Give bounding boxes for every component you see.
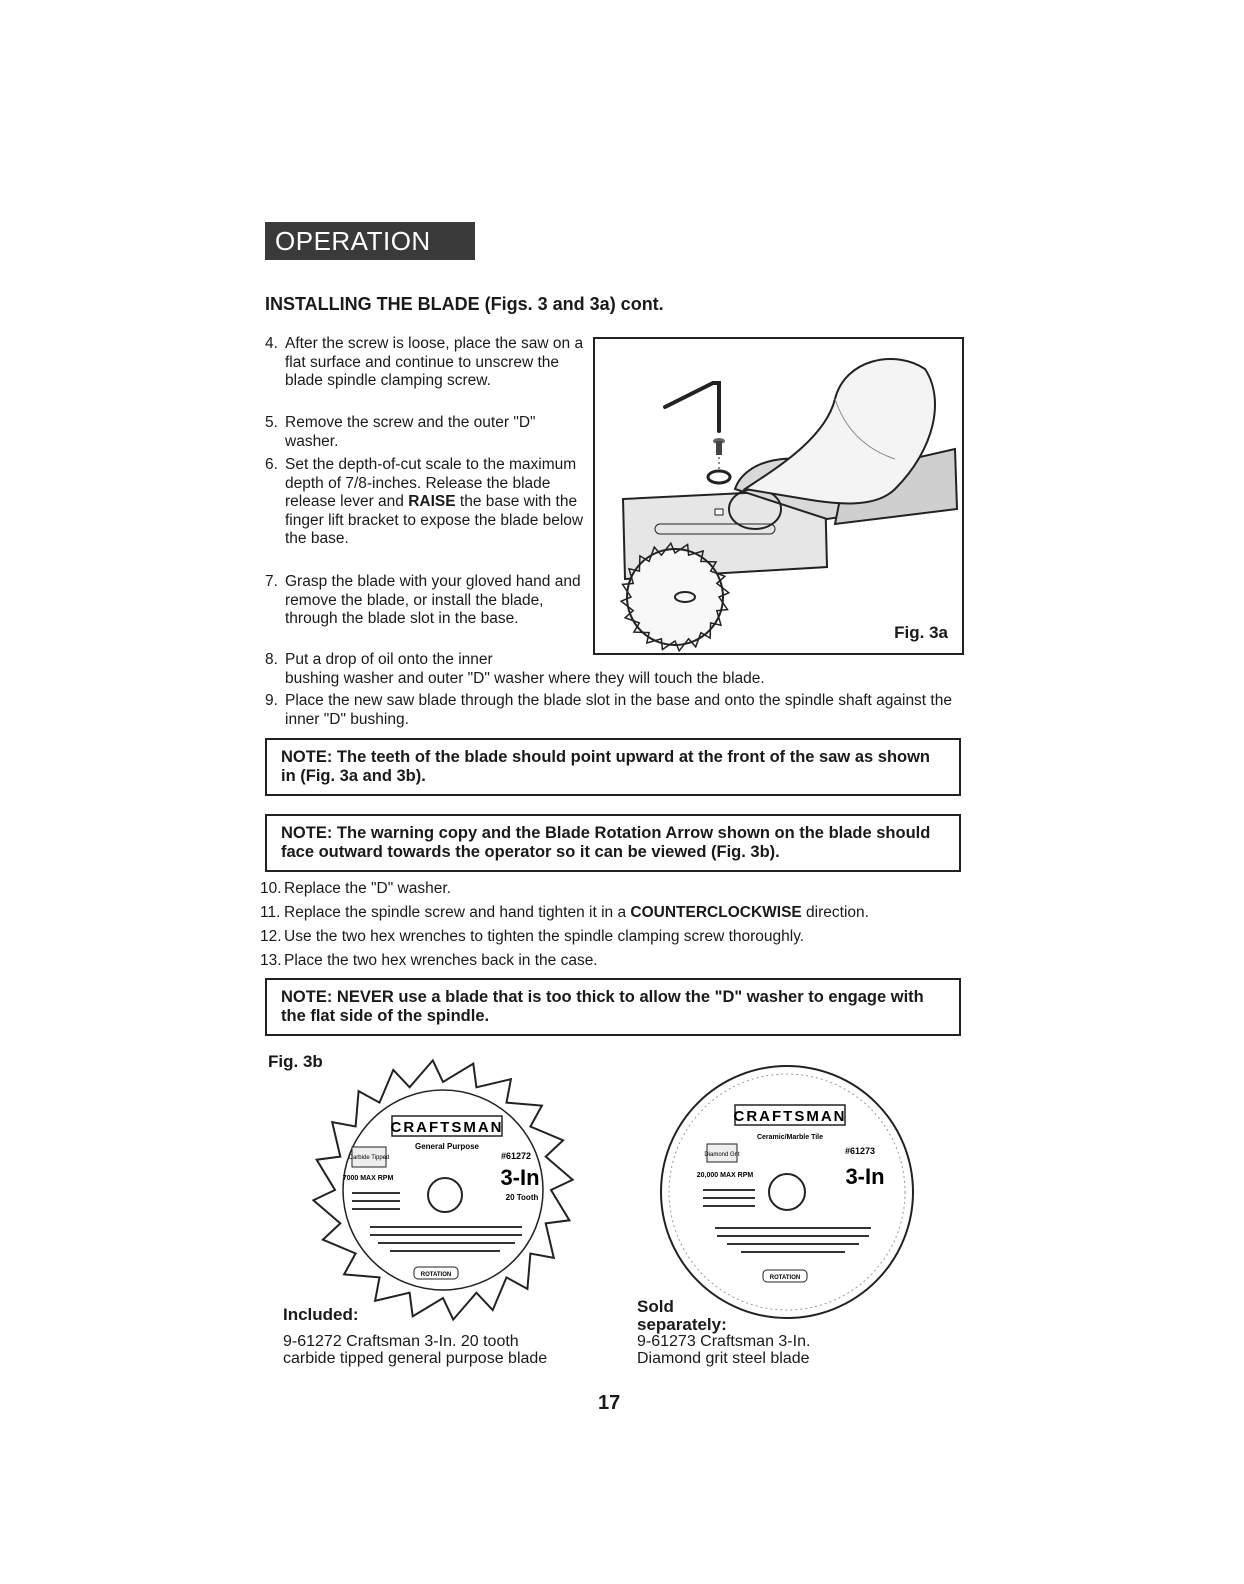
figure-3a-label: Fig. 3a (894, 623, 948, 642)
step-number: 10. (260, 880, 282, 897)
step-number: 12. (260, 928, 282, 945)
hex-wrench-icon (665, 383, 719, 431)
note-text: NOTE: The warning copy and the Blade Rotation Arrow shown on the blade should face outward towards the operator so it can be viewed (Fig. 3b). (281, 824, 931, 861)
note-box-warning-copy (265, 814, 961, 872)
step-text: Place the new saw blade through the blade slot in the base and onto the spindle shaft against the inner "D" bushing. (285, 692, 952, 728)
blade-badge: Carbide Tipped (348, 1155, 390, 1161)
step-7 (265, 573, 585, 629)
step-text: Replace the "D" washer. (284, 880, 451, 897)
step-text: Remove the screw and the outer "D" washer. (285, 414, 536, 450)
step-text: Put a drop of oil onto the inner bushing washer and outer "D" washer where they will touch the blade. (285, 651, 765, 687)
blade-size: 3-In (500, 1165, 540, 1190)
step-number: 4. (265, 335, 278, 352)
figure-3b-label: Fig. 3b (268, 1052, 323, 1071)
rotation-label: ROTATION (769, 1275, 801, 1281)
step-text: Set the depth-of-cut scale to the maximum depth of 7/8-inches. Release the blade release lever and RAISE the base with the finger lift bracket to expose the blade below the base. (285, 456, 584, 547)
spindle-screw-icon (713, 438, 725, 469)
step-13 (260, 952, 970, 971)
d-washer-icon (708, 471, 730, 483)
step-9 (265, 692, 965, 729)
blade-type: General Purpose (414, 1142, 480, 1151)
step-number: 11. (260, 904, 281, 921)
step-text: After the screw is loose, place the saw on a flat surface and continue to unscrew the blade spindle clamping screw. (285, 335, 584, 389)
step-11 (260, 904, 970, 923)
step-text: Grasp the blade with your gloved hand and remove the blade, or install the blade, through the blade slot in the base. (285, 573, 581, 627)
step-text: Replace the spindle screw and hand tighten it in a COUNTERCLOCKWISE direction. (284, 904, 869, 921)
step-10 (260, 880, 970, 899)
note-text: NOTE: NEVER use a blade that is too thick to allow the "D" washer to engage with the flat side of the spindle. (281, 988, 924, 1025)
blade-badge: Diamond Grit (704, 1152, 740, 1158)
section-banner: OPERATION cont. (265, 222, 475, 260)
step-number: 13. (260, 952, 282, 969)
note-text: NOTE: The teeth of the blade should point upward at the front of the saw as shown in (Fig. 3a and 3b). (281, 748, 931, 785)
step-12 (260, 928, 970, 947)
blade-brand: CRAFTSMAN (733, 1108, 847, 1125)
blade-size: 3-In (845, 1164, 885, 1189)
section-heading: INSTALLING THE BLADE (Figs. 3 and 3a) cont. (265, 294, 664, 314)
blade-teeth-count: 20 Tooth (505, 1193, 539, 1202)
blade-1-caption-title: Included: (283, 1305, 359, 1324)
step-text: Use the two hex wrenches to tighten the spindle clamping screw thoroughly. (284, 928, 805, 945)
blade-rpm: 7000 MAX RPM (342, 1175, 394, 1182)
step-6 (265, 456, 585, 549)
step-number: 8. (265, 651, 278, 668)
note-box-blade-thickness (265, 978, 961, 1036)
saw-blade-installation-illustration (595, 339, 962, 653)
blade-part-number: #61272 (500, 1151, 532, 1161)
step-text: Place the two hex wrenches back in the case. (284, 952, 598, 969)
blade-rpm: 20,000 MAX RPM (696, 1172, 754, 1179)
page-number: 17 (598, 1392, 621, 1414)
blade-part-number: #61273 (844, 1146, 876, 1156)
step-4 (265, 335, 585, 391)
step-number: 6. (265, 456, 278, 473)
arbor-hole (769, 1174, 805, 1210)
arbor-hole (428, 1178, 462, 1212)
note-box-teeth-direction (265, 738, 961, 796)
step-number: 7. (265, 573, 278, 590)
blade-2-caption-title: Sold separately: (637, 1297, 727, 1334)
blade-1-caption: 9-61272 Craftsman 3-In. 20 tooth carbide tipped general purpose blade (283, 1333, 548, 1367)
step-number: 5. (265, 414, 278, 431)
step-number: 9. (265, 692, 278, 709)
step-5 (265, 414, 585, 451)
blade-2-caption: 9-61273 Craftsman 3-In. Diamond grit steel blade (637, 1333, 811, 1367)
figure-3a (593, 337, 964, 655)
blade-1-figure (300, 1055, 590, 1325)
blade-2-figure (655, 1060, 925, 1330)
rotation-label: ROTATION (420, 1272, 452, 1278)
blade-type: Ceramic/Marble Tile (756, 1134, 824, 1141)
blade-brand: CRAFTSMAN (390, 1119, 504, 1136)
